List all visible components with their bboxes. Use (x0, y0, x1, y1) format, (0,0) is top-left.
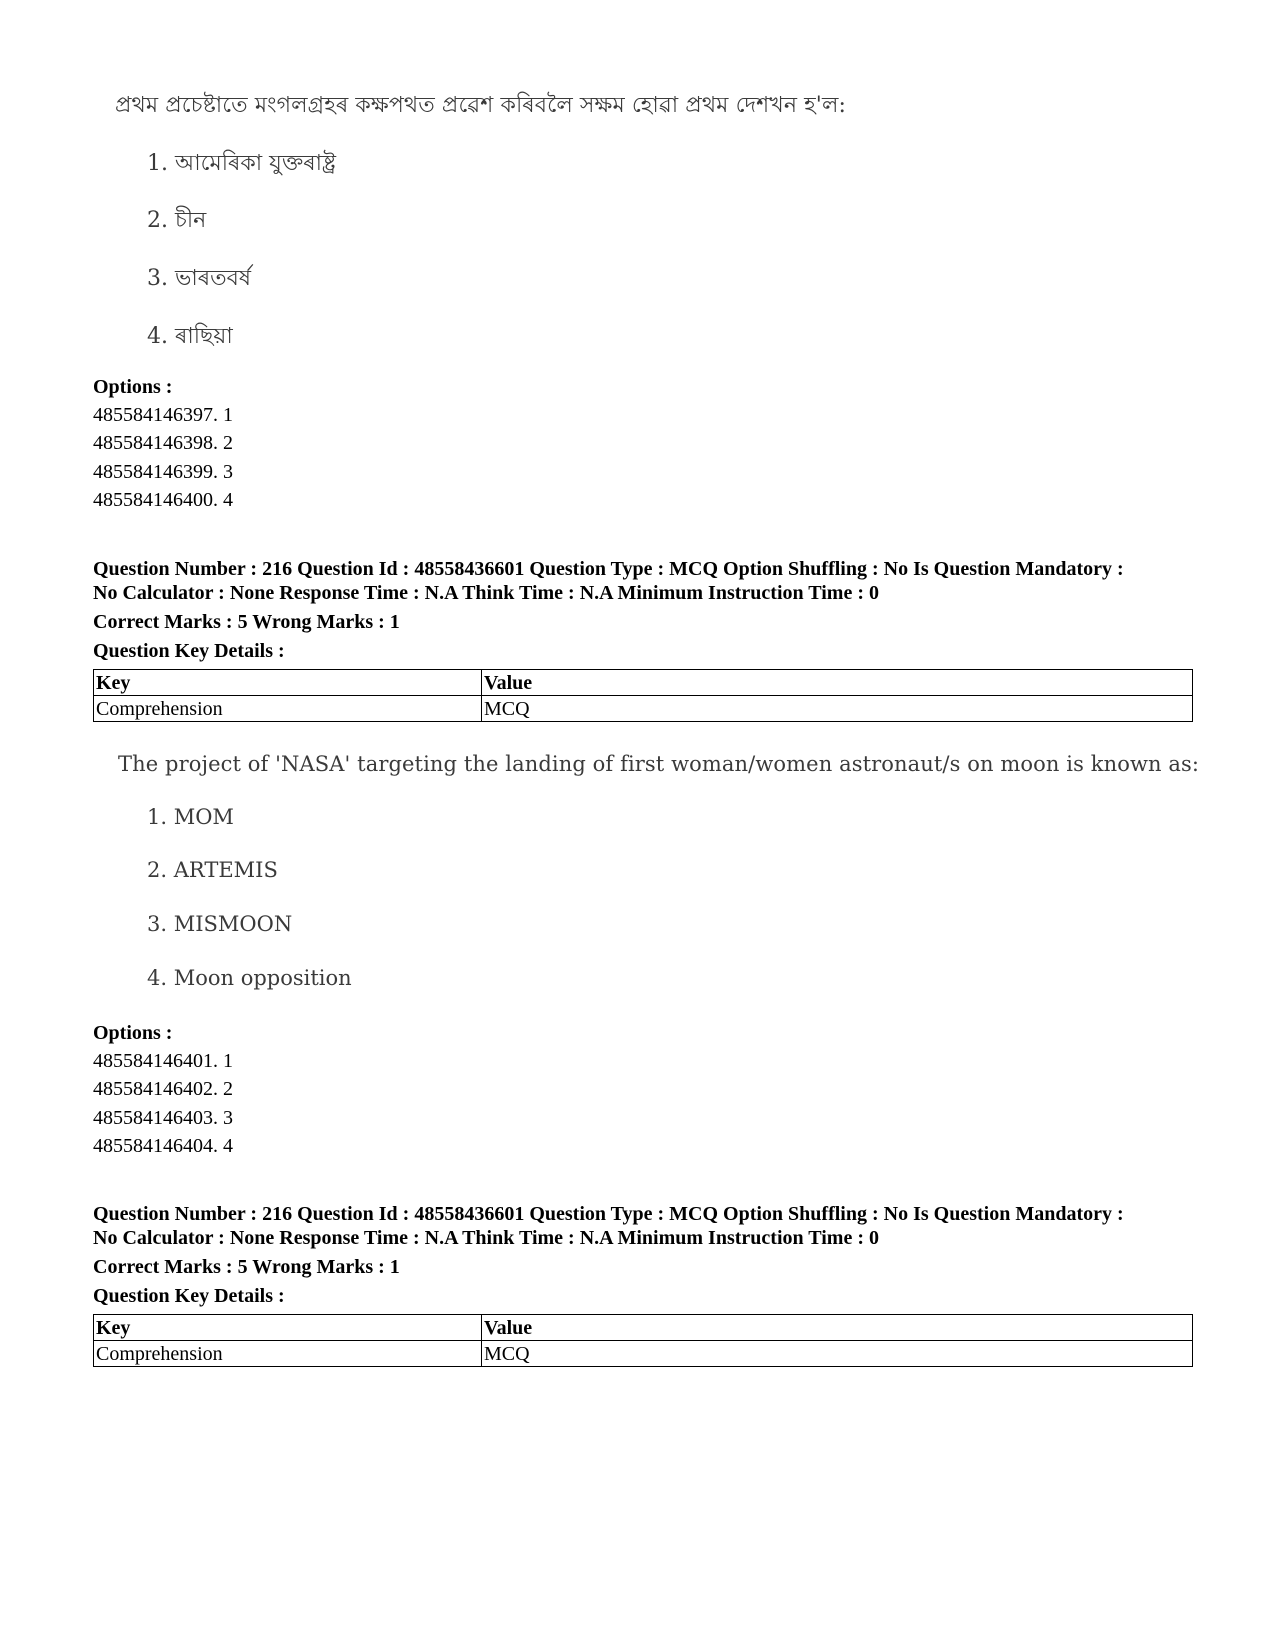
key-details-label: Question Key Details : (93, 640, 285, 662)
key-details-label: Question Key Details : (93, 1285, 285, 1307)
question-choice-2: 2. ARTEMIS (147, 858, 278, 882)
question-choice-4: 4. Moon opposition (147, 966, 352, 990)
table-cell: MCQ (482, 696, 1193, 722)
marks-line: Correct Marks : 5 Wrong Marks : 1 (93, 611, 400, 633)
question-choice-3: 3. MISMOON (147, 912, 293, 936)
key-details-table (93, 1314, 1193, 1367)
question-choice-3: 3. ভাৰতবৰ্ষ (147, 266, 252, 291)
table-cell: MCQ (482, 1341, 1193, 1367)
option-item: 485584146402. 2 (93, 1078, 233, 1100)
question-meta (93, 1202, 1213, 1250)
table-header-cell: Key (94, 1315, 482, 1341)
question-choice-1: 1. MOM (147, 805, 234, 829)
table-header-cell: Key (94, 670, 482, 696)
question-choice-1: 1. আমেৰিকা যুক্তৰাষ্ট্ৰ (147, 151, 336, 176)
question-meta (93, 557, 1213, 605)
option-item: 485584146403. 3 (93, 1107, 233, 1129)
question-meta-line: No Calculator : None Response Time : N.A Think Time : N.A Minimum Instruction Time : 0 (93, 582, 879, 604)
options-label: Options : (93, 1022, 173, 1044)
question-image-assamese (0, 0, 1275, 350)
question-choice-4: 4. ৰাছিয়া (147, 324, 233, 349)
question-meta-line: No Calculator : None Response Time : N.A Think Time : N.A Minimum Instruction Time : 0 (93, 1227, 879, 1249)
table-header-cell: Value (482, 670, 1193, 696)
question-stem: প্ৰথম প্ৰচেষ্টাতে মংগলগ্ৰহৰ কক্ষপথত প্ৰৱেশ কৰিবলৈ সক্ষম হোৱা প্ৰথম দেশখন হ'ল: (115, 93, 846, 118)
table-header-row (94, 670, 1193, 696)
option-item: 485584146399. 3 (93, 461, 233, 483)
table-row (94, 696, 1193, 722)
question-meta-line: Question Number : 216 Question Id : 48558436601 Question Type : MCQ Option Shuffling : No Is Question Mandatory : (93, 558, 1124, 580)
question-image-english (0, 740, 1275, 1000)
table-row (94, 1341, 1193, 1367)
marks-line: Correct Marks : 5 Wrong Marks : 1 (93, 1256, 400, 1278)
option-item: 485584146397. 1 (93, 404, 233, 426)
option-item: 485584146404. 4 (93, 1135, 233, 1157)
question-stem: The project of 'NASA' targeting the landing of first woman/women astronaut/s on moon is known as: (118, 752, 1200, 776)
options-label: Options : (93, 376, 173, 398)
option-item: 485584146401. 1 (93, 1050, 233, 1072)
table-header-row (94, 1315, 1193, 1341)
option-item: 485584146398. 2 (93, 432, 233, 454)
question-choice-2: 2. চীন (147, 208, 207, 233)
question-meta-line: Question Number : 216 Question Id : 48558436601 Question Type : MCQ Option Shuffling : No Is Question Mandatory : (93, 1203, 1124, 1225)
key-details-table (93, 669, 1193, 722)
option-item: 485584146400. 4 (93, 489, 233, 511)
table-cell: Comprehension (94, 696, 482, 722)
table-cell: Comprehension (94, 1341, 482, 1367)
table-header-cell: Value (482, 1315, 1193, 1341)
